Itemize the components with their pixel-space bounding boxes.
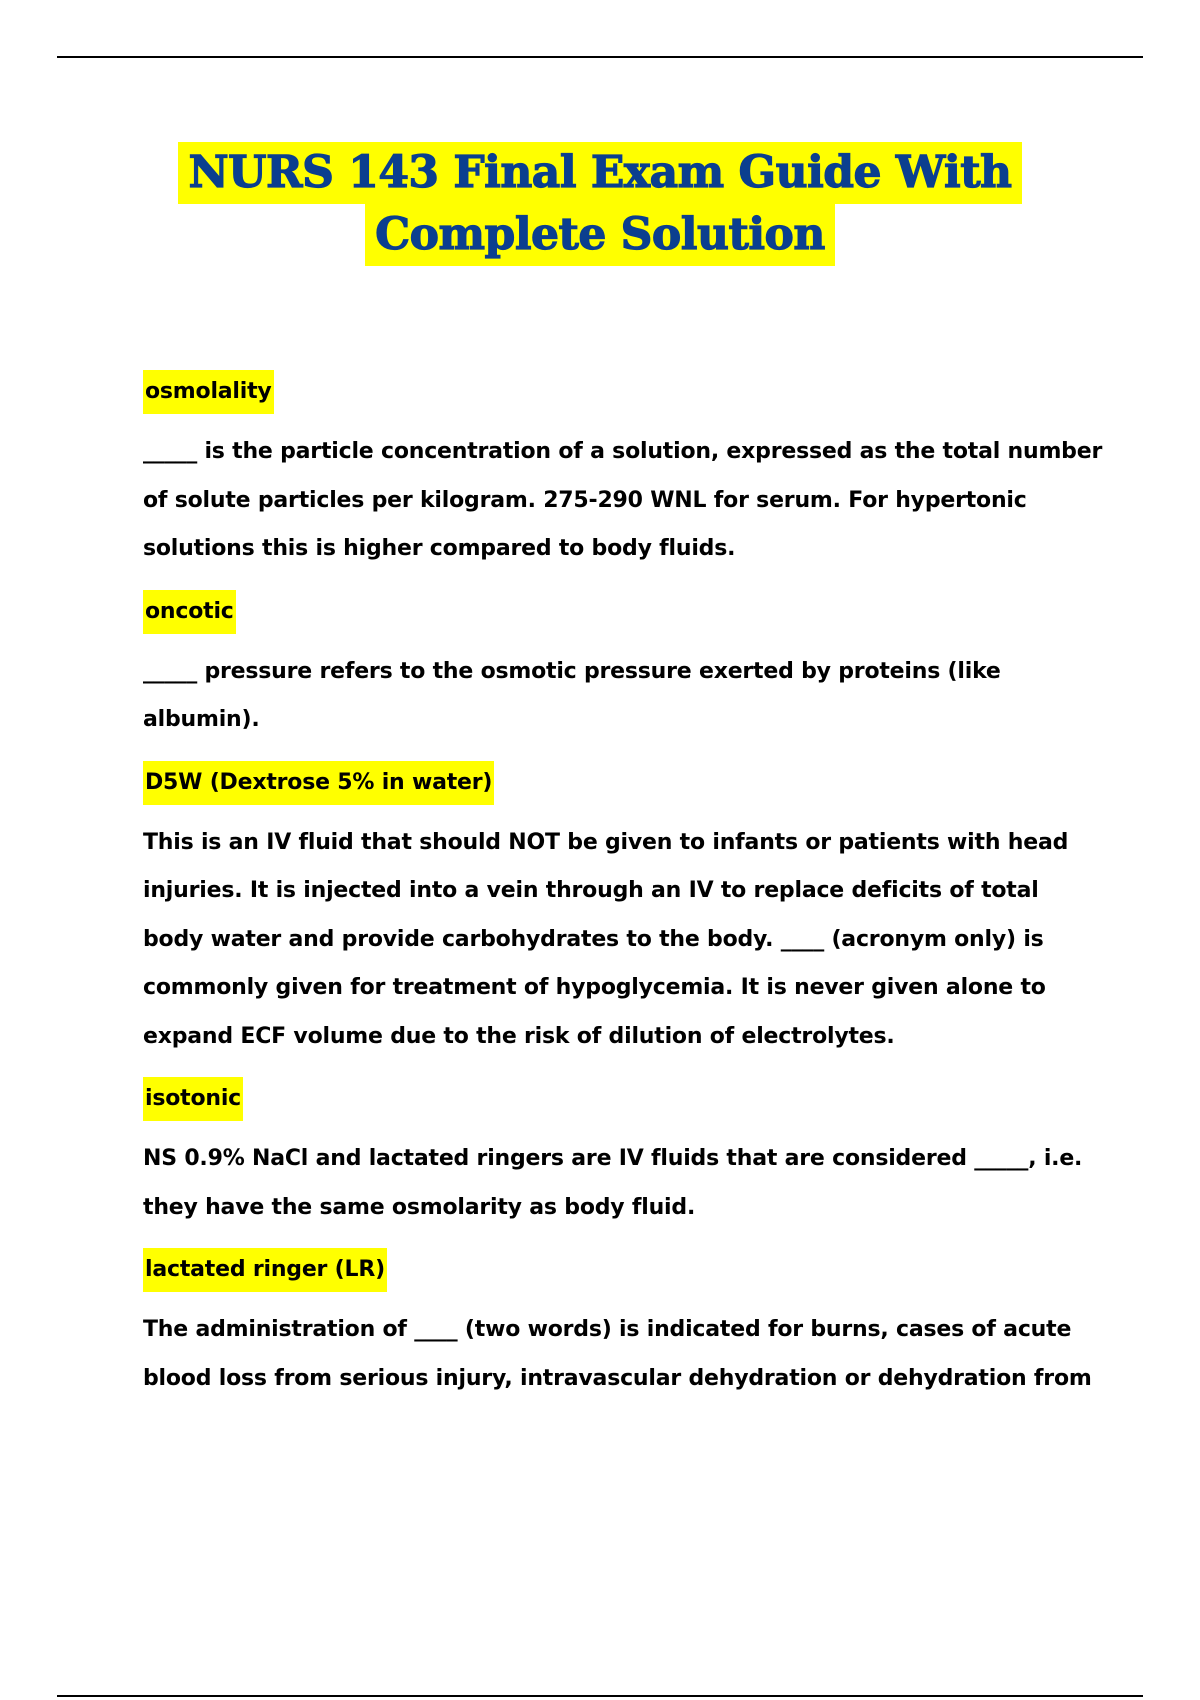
flashcard-entry (143, 370, 1103, 574)
flashcard-entry (143, 1077, 1103, 1232)
definition-text: The administration of ____ (two words) is indicated for burns, cases of acute blood loss from serious injury, intravascular dehydration or dehydration from (143, 1317, 1092, 1391)
title-line-1: NURS 143 Final Exam Guide With (178, 142, 1021, 204)
flashcard-entry (143, 590, 1103, 745)
definition-text: This is an IV fluid that should NOT be given to infants or patients with head injuries. It is injected into a vein through an IV to replace deficits of total body water and provide carbohydrates to the body. ____ (acronym only) is commonly given for treatment of hypoglycemia. It is never given alone to expand ECF volume due to the risk of dilution of electrolytes. (143, 829, 1069, 1049)
flashcard-list (143, 370, 1103, 1419)
flashcard-entry (143, 1248, 1103, 1403)
definition-text: _____ pressure refers to the osmotic pressure exerted by proteins (like albumin). (143, 658, 1001, 732)
term-label: lactated ringer (LR) (143, 1248, 387, 1292)
term-label: osmolality (143, 370, 274, 414)
term-label: isotonic (143, 1077, 243, 1121)
flashcard-entry (143, 761, 1103, 1062)
definition-text: NS 0.9% NaCl and lactated ringers are IV fluids that are considered _____, i.e. they have the same osmolarity as body fluid. (143, 1146, 1083, 1220)
definition-text: _____ is the particle concentration of a solution, expressed as the total number of solute particles per kilogram. 275-290 WNL for serum. For hypertonic solutions this is higher compared to body fluids. (143, 439, 1103, 561)
title-line-2: Complete Solution (365, 204, 835, 266)
top-divider (57, 56, 1143, 58)
term-label: oncotic (143, 590, 236, 634)
document-title (60, 142, 1140, 266)
bottom-divider (57, 1695, 1143, 1697)
term-label: D5W (Dextrose 5% in water) (143, 761, 494, 805)
